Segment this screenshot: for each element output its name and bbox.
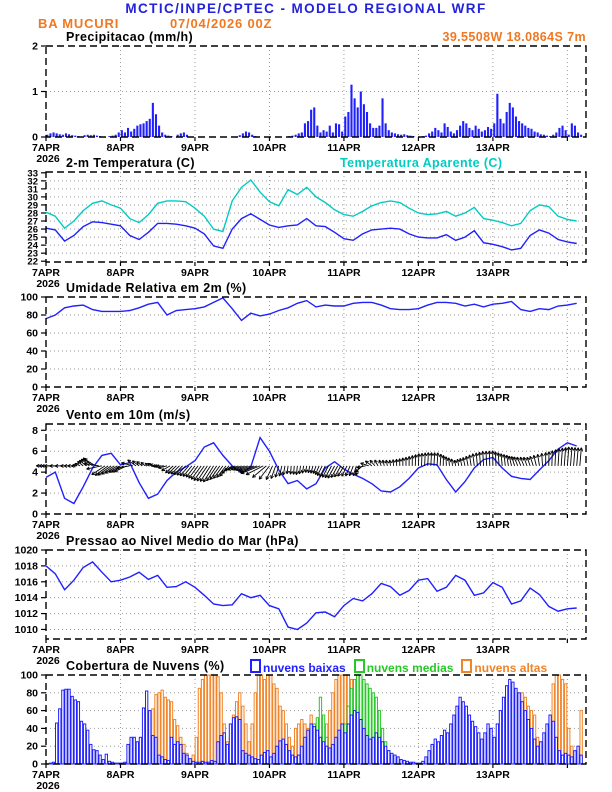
x-axis-day-label: 10APR: [252, 267, 287, 279]
svg-text:100: 100: [20, 291, 38, 304]
legend-label: nuvens medias: [366, 661, 454, 675]
cloud-legend: [242, 659, 547, 675]
legend-label: nuvens altas: [474, 661, 548, 675]
x-axis-day-label: 8APR: [106, 267, 135, 279]
rh2m-title: Umidade Relativa em 2m (%): [66, 281, 247, 295]
x-axis-year-label: 2026: [36, 403, 60, 415]
x-axis-day-label: 13APR: [475, 644, 510, 656]
svg-text:1010: 1010: [14, 623, 38, 636]
mslp-plot: [0, 544, 612, 668]
svg-text:60: 60: [26, 327, 38, 340]
svg-text:1016: 1016: [14, 576, 38, 589]
mslp-title: Pressao ao Nivel Medio do Mar (hPa): [66, 534, 299, 548]
svg-text:8: 8: [32, 424, 38, 437]
x-axis-day-label: 11APR: [327, 644, 361, 656]
x-axis-day-label: 7APR: [31, 644, 61, 656]
x-axis-day-label: 13APR: [475, 769, 510, 781]
svg-text:6: 6: [32, 445, 38, 458]
x-axis-day-label: 11APR: [327, 267, 361, 279]
run-datetime: 07/04/2026 00Z: [170, 16, 273, 31]
x-axis-day-label: 7APR: [31, 519, 61, 531]
svg-text:100: 100: [20, 669, 38, 682]
x-axis-day-label: 7APR: [31, 769, 61, 781]
x-axis-day-label: 9APR: [180, 519, 209, 531]
legend-square-icon: [354, 659, 365, 673]
x-axis-year-label: 2026: [36, 655, 60, 667]
precip-plot: [0, 40, 612, 166]
svg-text:2: 2: [32, 40, 38, 53]
clouds-plot: [0, 669, 612, 792]
svg-text:0: 0: [32, 381, 38, 394]
page-title: MCTIC/INPE/CPTEC - MODELO REGIONAL WRF: [125, 1, 487, 16]
x-axis-day-label: 12APR: [401, 142, 436, 154]
x-axis-day-label: 9APR: [180, 392, 209, 404]
x-axis-day-label: 8APR: [106, 769, 135, 781]
svg-text:2: 2: [32, 487, 38, 500]
svg-text:25: 25: [27, 232, 38, 244]
x-axis-day-label: 12APR: [401, 519, 436, 531]
svg-text:0: 0: [32, 131, 38, 144]
x-axis-day-label: 12APR: [401, 392, 436, 404]
x-axis-day-label: 7APR: [31, 392, 61, 404]
x-axis-day-label: 7APR: [31, 142, 61, 154]
svg-text:23: 23: [27, 248, 38, 260]
x-axis-day-label: 9APR: [180, 769, 209, 781]
temp2m-title: 2-m Temperatura (C): [66, 156, 195, 170]
x-axis-day-label: 12APR: [401, 769, 436, 781]
svg-text:1: 1: [32, 86, 38, 98]
svg-text:0: 0: [32, 508, 38, 521]
svg-text:31: 31: [27, 184, 38, 196]
x-axis-year-label: 2026: [36, 780, 60, 792]
legend-square-icon: [461, 659, 472, 673]
svg-text:26: 26: [27, 224, 38, 236]
svg-text:40: 40: [26, 345, 38, 358]
temp2m-plot: [0, 168, 612, 291]
clouds-title: Cobertura de Nuvens (%): [66, 659, 225, 673]
svg-text:29: 29: [27, 200, 38, 212]
precip-title: Precipitacao (mm/h): [66, 30, 194, 44]
temp2m-secondary-title: Temperatura Aparente (C): [340, 156, 503, 170]
svg-text:33: 33: [27, 168, 38, 180]
x-axis-day-label: 10APR: [252, 769, 287, 781]
x-axis-year-label: 2026: [36, 153, 60, 165]
svg-text:27: 27: [27, 216, 38, 228]
x-axis-day-label: 11APR: [327, 392, 361, 404]
svg-text:24: 24: [27, 240, 38, 252]
x-axis-day-label: 8APR: [106, 519, 135, 531]
x-axis-day-label: 9APR: [180, 644, 209, 656]
x-axis-year-label: 2026: [36, 278, 60, 290]
x-axis-day-label: 8APR: [106, 644, 135, 656]
x-axis-day-label: 11APR: [327, 142, 361, 154]
svg-text:22: 22: [27, 256, 38, 268]
x-axis-day-label: 13APR: [475, 267, 510, 279]
svg-text:20: 20: [26, 740, 38, 753]
svg-text:1012: 1012: [14, 608, 38, 621]
x-axis-day-label: 9APR: [180, 142, 209, 154]
svg-text:20: 20: [26, 363, 38, 376]
svg-text:4: 4: [32, 466, 38, 479]
x-axis-day-label: 11APR: [327, 519, 361, 531]
svg-text:40: 40: [26, 722, 38, 735]
svg-text:0: 0: [32, 758, 38, 771]
x-axis-day-label: 7APR: [31, 267, 61, 279]
x-axis-day-label: 10APR: [252, 392, 287, 404]
x-axis-day-label: 8APR: [106, 142, 135, 154]
svg-text:80: 80: [26, 309, 38, 322]
svg-text:80: 80: [26, 687, 38, 700]
x-axis-day-label: 10APR: [252, 142, 287, 154]
x-axis-day-label: 10APR: [252, 644, 287, 656]
location-coordinates: 39.5508W 18.0864S 7m: [442, 30, 586, 44]
x-axis-day-label: 10APR: [252, 519, 287, 531]
x-axis-day-label: 12APR: [401, 267, 436, 279]
x-axis-day-label: 8APR: [106, 392, 135, 404]
svg-text:1020: 1020: [14, 544, 38, 557]
x-axis-day-label: 11APR: [327, 769, 361, 781]
station-name: BA MUCURI: [38, 16, 120, 31]
legend-square-icon: [250, 659, 261, 673]
svg-text:28: 28: [27, 208, 38, 220]
x-axis-year-label: 2026: [36, 530, 60, 542]
svg-text:30: 30: [27, 192, 38, 204]
legend-label: nuvens baixas: [263, 661, 346, 675]
x-axis-day-label: 13APR: [475, 519, 510, 531]
wind10m-title: Vento em 10m (m/s): [66, 408, 191, 422]
x-axis-day-label: 13APR: [475, 142, 510, 154]
svg-text:1018: 1018: [14, 560, 38, 573]
x-axis-day-label: 13APR: [475, 392, 510, 404]
rh2m-plot: [0, 291, 612, 416]
x-axis-day-label: 9APR: [180, 267, 209, 279]
svg-text:1014: 1014: [14, 592, 38, 605]
x-axis-day-label: 12APR: [401, 644, 436, 656]
wind10m-plot: [0, 423, 612, 543]
svg-text:32: 32: [27, 176, 38, 188]
svg-text:60: 60: [26, 705, 38, 718]
